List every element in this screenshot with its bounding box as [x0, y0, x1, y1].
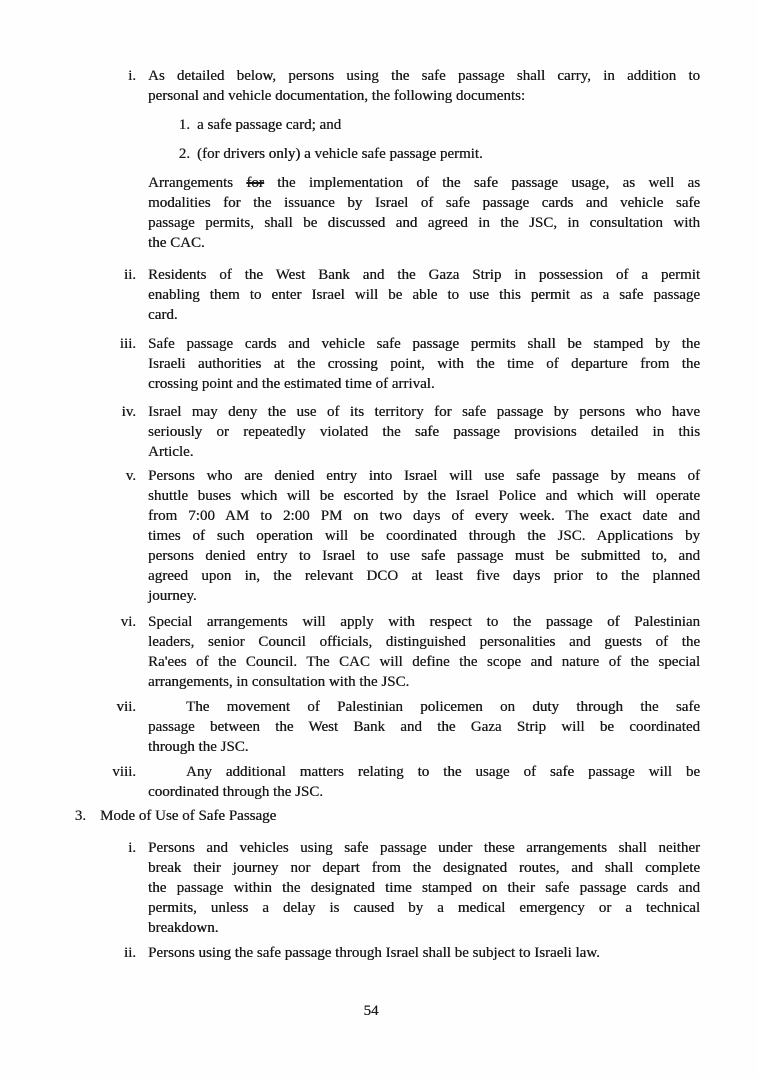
item-vii-text [148, 697, 700, 757]
item-v-text [148, 466, 700, 606]
item-iii-line-1: Safe passage cards and vehicle safe passage permits shall be stamped by the [148, 336, 700, 352]
arrangements-paragraph-line-4: the CAC. [148, 235, 205, 251]
s3-item-ii-text [148, 943, 700, 963]
section-3-heading [0, 806, 758, 826]
item-iii-marker: iii. [119, 336, 136, 352]
section-3-heading-marker: 3. [74, 808, 86, 824]
numbered-item-2-line-1: (for drivers only) a vehicle safe passage permit. [197, 146, 483, 162]
s3-item-ii-line-1: Persons using the safe passage through Israel shall be subject to Israeli law. [148, 945, 600, 961]
item-vi-marker: vi. [120, 614, 136, 630]
item-ii-line-2: enabling them to enter Israel will be able to use this permit as a safe passage [148, 287, 700, 303]
item-iv-line-3: Article. [148, 444, 194, 460]
item-iii [0, 334, 758, 394]
item-ii-marker: ii. [123, 267, 136, 283]
item-iii-line-2: Israeli authorities at the crossing point, with the time of departure from the [148, 356, 700, 372]
item-ii-text [148, 265, 700, 325]
item-ii-line-1: Residents of the West Bank and the Gaza Strip in possession of a permit [148, 267, 700, 283]
s3-item-i-text [148, 838, 700, 938]
numbered-item-1-line-1: a safe passage card; and [197, 117, 342, 133]
arrangements-paragraph [0, 173, 758, 253]
numbered-item-2 [0, 144, 758, 164]
s3-item-i-line-3: the passage within the designated time stamped on their safe passage cards and [148, 880, 700, 896]
s3-item-ii-marker: ii. [123, 945, 136, 961]
section-3-heading-line-1: Mode of Use of Safe Passage [100, 808, 277, 824]
item-v-line-6: agreed upon in, the relevant DCO at least five days prior to the planned [148, 568, 700, 584]
s3-item-i-line-1: Persons and vehicles using safe passage under these arrangements shall neither [148, 840, 700, 856]
item-iii-line-3: crossing point and the estimated time of arrival. [148, 376, 435, 392]
item-v [0, 466, 758, 606]
numbered-item-1 [0, 115, 758, 135]
item-ii [0, 265, 758, 325]
item-vi-line-2: leaders, senior Council officials, distinguished personalities and guests of the [148, 634, 700, 650]
item-vi-text [148, 612, 700, 692]
item-iv-marker: iv. [121, 404, 136, 420]
numbered-item-1-marker: 1. [178, 117, 190, 133]
s3-item-i-line-2: break their journey nor depart from the designated routes, and shall complete [148, 860, 700, 876]
item-vi [0, 612, 758, 692]
item-iv-text [148, 402, 700, 462]
item-v-marker: v. [125, 468, 136, 484]
item-i-marker: i. [128, 68, 136, 84]
arrangements-paragraph-line-2: modalities for the issuance by Israel of safe passage cards and vehicle safe [148, 195, 700, 211]
item-v-line-2: shuttle buses which will be escorted by the Israel Police and which will operate [148, 488, 700, 504]
numbered-item-2-text [197, 144, 483, 164]
numbered-item-2-marker: 2. [178, 146, 190, 162]
item-iv [0, 402, 758, 462]
struck-word: for [246, 175, 264, 191]
item-i-text [148, 66, 700, 106]
item-viii [0, 762, 758, 802]
item-iv-line-2: seriously or repeatedly violated the safe passage provisions detailed in this [148, 424, 700, 440]
item-vii-line-2: passage between the West Bank and the Gaza Strip will be coordinated [148, 719, 700, 735]
item-vi-line-4: arrangements, in consultation with the JSC. [148, 674, 410, 690]
arrangements-paragraph-text [148, 173, 700, 253]
item-vii-line-3: through the JSC. [148, 739, 249, 755]
item-i-line-1: As detailed below, persons using the safe passage shall carry, in addition to [148, 68, 700, 84]
s3-item-i-line-5: breakdown. [148, 920, 219, 936]
item-iii-text [148, 334, 700, 394]
item-vii [0, 697, 758, 757]
item-i [0, 66, 758, 106]
s3-item-i [0, 838, 758, 938]
s3-item-i-marker: i. [128, 840, 136, 856]
page-content [0, 66, 758, 963]
item-viii-marker: viii. [112, 764, 136, 780]
numbered-item-1-text [197, 115, 341, 135]
item-vii-marker: vii. [116, 699, 136, 715]
item-v-line-3: from 7:00 AM to 2:00 PM on two days of every week. The exact date and [148, 508, 700, 524]
s3-item-ii [0, 943, 758, 963]
item-i-line-2: personal and vehicle documentation, the following documents: [148, 88, 525, 104]
item-v-line-5: persons denied entry to Israel to use safe passage must be submitted to, and [148, 548, 700, 564]
item-iv-line-1: Israel may deny the use of its territory for safe passage by persons who have [148, 404, 700, 420]
item-v-line-4: times of such operation will be coordinated through the JSC. Applications by [148, 528, 700, 544]
s3-item-i-line-4: permits, unless a delay is caused by a medical emergency or a technical [148, 900, 700, 916]
item-v-line-1: Persons who are denied entry into Israel will use safe passage by means of [148, 468, 700, 484]
page-number: 54 [363, 1003, 379, 1019]
item-ii-line-3: card. [148, 307, 178, 323]
item-v-line-7: journey. [148, 588, 197, 604]
arrangements-paragraph-line-3: passage permits, shall be discussed and agreed in the JSC, in consultation with [148, 215, 700, 231]
item-vii-line-1: The movement of Palestinian policemen on duty through the safe [186, 699, 700, 715]
arrangements-paragraph-line-1: Arrangements for the implementation of the safe passage usage, as well as [148, 175, 700, 191]
item-viii-line-2: coordinated through the JSC. [148, 784, 323, 800]
item-viii-line-1: Any additional matters relating to the usage of safe passage will be [186, 764, 700, 780]
section-3-heading-text [100, 806, 276, 826]
item-vi-line-1: Special arrangements will apply with respect to the passage of Palestinian [148, 614, 700, 630]
item-vi-line-3: Ra'ees of the Council. The CAC will define the scope and nature of the special [148, 654, 700, 670]
item-viii-text [148, 762, 700, 802]
